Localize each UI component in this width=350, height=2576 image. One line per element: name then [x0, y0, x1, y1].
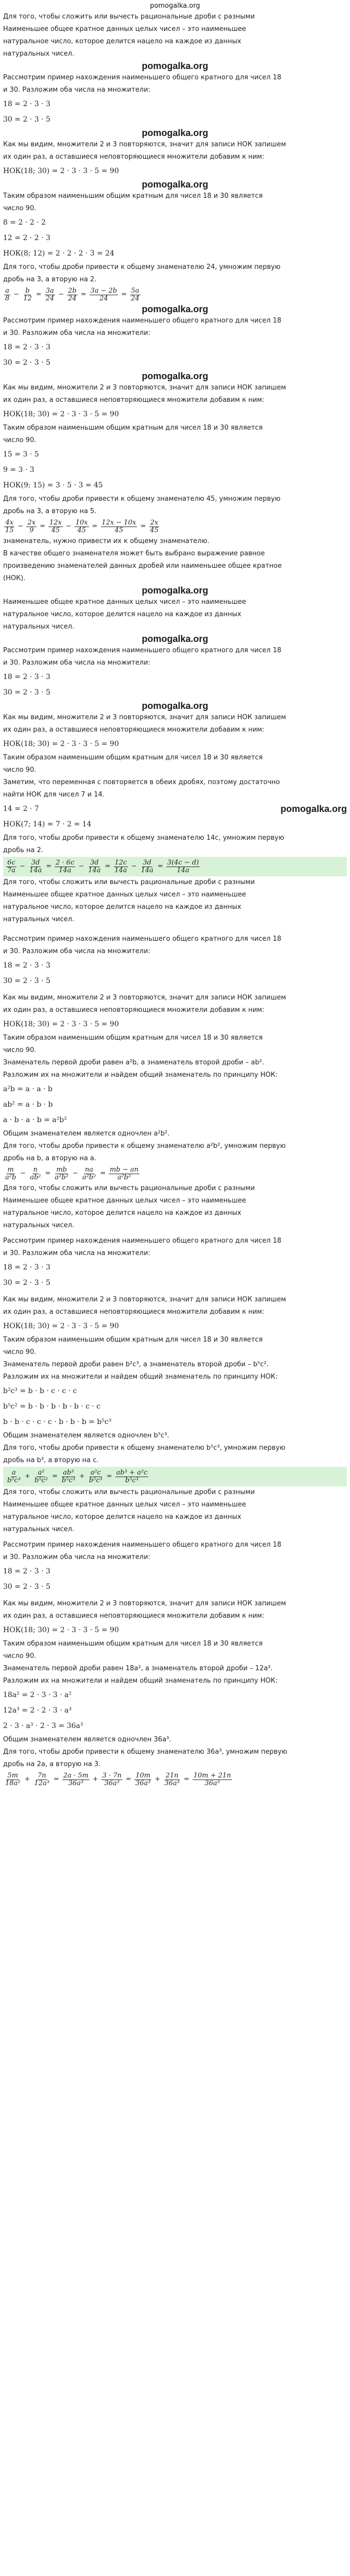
text: Общим знаменателем является одночлен 36a³.	[3, 1736, 171, 1743]
numerator: 6c	[7, 858, 15, 867]
numerator: 5a	[131, 286, 139, 295]
denominator: 9	[29, 526, 34, 534]
text: Разложим их на множители и найдем общий знаменатель по принципу НОК:	[3, 1677, 278, 1685]
watermark: pomogalka.org	[142, 585, 208, 596]
text: найти НОК для чисел 7 и 14.	[3, 791, 105, 799]
denominator: 36a³	[104, 1779, 120, 1787]
operator: −	[20, 862, 25, 870]
section-3	[3, 596, 347, 876]
denominator: 7a	[7, 866, 16, 874]
numerator: 2x	[150, 518, 159, 527]
fraction-equation	[3, 518, 347, 535]
text: натуральных чисел.	[3, 916, 75, 923]
numerator: mb − an	[110, 1165, 139, 1174]
fraction	[90, 287, 118, 302]
numerator: 10x	[75, 518, 88, 527]
operator: =	[104, 862, 111, 870]
watermark: pomogalka.org	[142, 634, 208, 644]
text: натуральных чисел.	[3, 623, 75, 631]
math-line: 8 = 2 · 2 · 2	[3, 218, 46, 227]
fraction	[88, 1469, 103, 1484]
text: Рассмотрим пример нахождения наименьшего общего кратного для чисел 18	[3, 1541, 282, 1549]
denominator: 14a	[59, 866, 72, 874]
fraction	[81, 1166, 97, 1181]
denominator: b²c³	[7, 1476, 21, 1484]
operator: −	[20, 1170, 26, 1177]
text: знаменатель, нужно привести их к общему знаменателю.	[3, 537, 209, 545]
denominator: 12	[23, 294, 32, 302]
math-line: b · b · c · c · c · b · b · b = b⁵c³	[3, 1418, 112, 1426]
denominator: 14a	[177, 866, 189, 874]
fraction	[4, 519, 15, 534]
text: Наименьшее общее кратное данных целых чисел – это наименьшее	[3, 598, 246, 606]
section-4	[3, 876, 347, 1182]
watermark: pomogalka.org	[142, 304, 208, 314]
section-5	[3, 1182, 347, 1486]
denominator: a²b²	[55, 1173, 68, 1181]
section-2	[3, 315, 347, 596]
math-line: 18 = 2 · 3 · 3	[3, 343, 50, 351]
operator: =	[121, 291, 127, 298]
denominator: 14a	[29, 866, 42, 874]
denominator: 24	[99, 294, 108, 302]
text: Для того, чтобы дроби привести к общему знаменателю 24, умножим первую	[3, 263, 281, 271]
fraction	[45, 287, 56, 302]
fraction	[61, 1469, 76, 1484]
numerator: 2a · 5m	[63, 1771, 89, 1780]
text: Для того, чтобы дроби привести к общему знаменателю 36a³, умножим первую	[3, 1748, 288, 1756]
text: натуральных чисел.	[3, 50, 75, 58]
denominator: b⁵c³	[125, 1476, 139, 1484]
math-line: 15 = 3 · 5	[3, 450, 39, 459]
operator: +	[79, 1472, 85, 1480]
numerator: 21n	[165, 1771, 179, 1780]
denominator: 36a³	[204, 1779, 220, 1787]
denominator: 45	[51, 526, 60, 534]
math-line: 18 = 2 · 3 · 3	[3, 100, 50, 108]
fraction	[163, 1772, 181, 1787]
fraction	[22, 287, 33, 302]
fraction	[140, 859, 154, 874]
operator: =	[183, 1775, 189, 1783]
numerator: a	[12, 1468, 16, 1477]
text: Как мы видим, множители 2 и 3 повторяются, значит для записи НОК запишем	[3, 384, 286, 392]
operator: =	[40, 522, 45, 530]
numerator: 10m + 21n	[193, 1771, 231, 1780]
numerator: a²c	[90, 1468, 101, 1477]
fraction-equation	[3, 1771, 347, 1788]
numerator: m	[7, 1165, 14, 1174]
operator: +	[24, 1775, 30, 1783]
math-line: b⁵c² = b · b · b · b · b · c · c	[3, 1402, 101, 1411]
numerator: 12x − 10x	[101, 518, 136, 527]
numerator: 2b	[68, 286, 77, 295]
text: Таким образом наименьшим общим кратным для чисел 18 и 30 является	[3, 192, 263, 200]
fraction	[54, 1166, 69, 1181]
fraction	[101, 519, 137, 534]
fraction	[134, 1772, 152, 1787]
text: Знаменатель первой дроби равен a²b, а знаменатель второй дроби – ab².	[3, 1059, 265, 1066]
denominator: 45	[150, 526, 159, 534]
text: Рассмотрим пример нахождения наименьшего общего кратного для чисел 18	[3, 74, 282, 81]
text: их один раз, а оставшиеся неповторяющиеся множители добавим к ним:	[3, 396, 265, 404]
text: натуральное число, которое делится нацело на каждое из данных	[3, 38, 241, 45]
math-line: НОК(18; 30) = 2 · 3 · 3 · 5 = 90	[3, 410, 119, 418]
operator: −	[131, 862, 137, 870]
text: Знаменатель первой дроби равен 18a², а знаменатель второй дроби – 12a³.	[3, 1665, 273, 1672]
operator: +	[154, 1775, 161, 1783]
denominator: b⁵c²	[34, 1476, 48, 1484]
math-line: 12a³ = 2 · 2 · 3 · a³	[3, 1706, 72, 1715]
denominator: 24	[45, 294, 55, 302]
fraction-equation	[3, 1467, 347, 1486]
numerator: a	[5, 286, 10, 295]
math-line: НОК(18; 30) = 2 · 3 · 3 · 5 = 90	[3, 1626, 119, 1634]
watermark: pomogalka.org	[280, 804, 347, 814]
text: натуральных чисел.	[3, 1222, 75, 1229]
operator: =	[126, 1775, 131, 1783]
text: Знаменатель первой дроби равен b²c³, а знаменатель второй дроби – b⁵c².	[3, 1361, 269, 1368]
text: Рассмотрим пример нахождения наименьшего общего кратного для чисел 18	[3, 935, 282, 943]
text: Для того, чтобы сложить или вычесть рациональные дроби с разными	[3, 13, 255, 21]
operator: +	[92, 1775, 98, 1783]
text: натуральное число, которое делится нацело на каждое из данных	[3, 611, 241, 618]
text: и 30. Разложим оба числа на множители:	[3, 1553, 150, 1561]
denominator: 8	[5, 294, 10, 302]
text: их один раз, а оставшиеся неповторяющиеся множители добавим к ним:	[3, 1308, 265, 1316]
fraction	[6, 859, 16, 874]
text: дробь на 2.	[3, 846, 44, 854]
operator: =	[140, 522, 146, 530]
math-line: 12 = 2 · 2 · 3	[3, 234, 50, 242]
fraction	[33, 1469, 49, 1484]
fraction	[55, 859, 75, 874]
text: дробь на b, а вторую на a.	[3, 1155, 97, 1162]
math-line: 30 = 2 · 3 · 5	[3, 977, 50, 985]
denominator: 14a	[141, 866, 153, 874]
operator: =	[100, 1170, 106, 1177]
text: Разложим их на множители и найдем общий знаменатель по принципу НОК:	[3, 1071, 278, 1079]
operator: −	[58, 291, 64, 298]
site-header[interactable]: pomogalka.org	[150, 2, 200, 10]
operator: =	[36, 291, 42, 298]
math-line: 14 = 2 · 7	[3, 805, 39, 813]
text: Таким образом наименьшим общим кратным для чисел 18 и 30 является	[3, 754, 263, 761]
math-line: 30 = 2 · 3 · 5	[3, 688, 50, 697]
text: Как мы видим, множители 2 и 3 повторяются, значит для записи НОК запишем	[3, 1296, 286, 1303]
numerator: 3d	[31, 858, 40, 867]
text: дробь на b³, а вторую на c.	[3, 1456, 99, 1464]
text: дробь на 2a, а вторую на 3.	[3, 1760, 101, 1768]
numerator: 2 · 6c	[56, 858, 75, 867]
text: Для того, чтобы дроби привести к общему знаменателю 45, умножим первую	[3, 495, 281, 503]
text: Таким образом наименьшим общим кратным для чисел 18 и 30 является	[3, 1336, 263, 1344]
math-line: 18 = 2 · 3 · 3	[3, 673, 50, 681]
denominator: 45	[114, 526, 124, 534]
operator: −	[18, 522, 24, 530]
text: Рассмотрим пример нахождения наименьшего общего кратного для чисел 18	[3, 1237, 282, 1245]
text: и 30. Разложим оба числа на множители:	[3, 86, 150, 94]
text: Наименьшее общее кратное данных целых чисел – это наименьшее	[3, 891, 246, 899]
text: натуральных чисел.	[3, 1526, 75, 1533]
watermark: pomogalka.org	[142, 179, 208, 190]
denominator: b⁵c³	[89, 1476, 102, 1484]
fraction	[29, 1166, 42, 1181]
fraction	[67, 287, 78, 302]
text: дробь на 3, а вторую на 2.	[3, 276, 97, 283]
denominator: 24	[68, 294, 77, 302]
text: Заметим, что переменная c повторяется в обеих дробях, поэтому достаточно	[3, 778, 280, 786]
text: их один раз, а оставшиеся неповторяющиеся множители добавим к ним:	[3, 726, 265, 734]
math-line: 2 · 3 · a³ · 2 · 3 = 36a³	[3, 1722, 83, 1730]
denominator: ab²	[30, 1173, 41, 1181]
watermark: pomogalka.org	[142, 701, 208, 711]
text: натуральное число, которое делится нацело на каждое из данных	[3, 1513, 241, 1521]
numerator: 12x	[49, 518, 62, 527]
fraction	[115, 1469, 149, 1484]
numerator: 3(4c − d)	[167, 858, 199, 867]
math-line: a · b · a · b = a²b²	[3, 1116, 67, 1124]
text: число 90.	[3, 205, 37, 212]
math-line: НОК(18; 30) = 2 · 3 · 3 · 5 = 90	[3, 1020, 119, 1028]
math-line: 30 = 2 · 3 · 5	[3, 1279, 50, 1287]
math-line: 18 = 2 · 3 · 3	[3, 1263, 50, 1272]
math-line: 18 = 2 · 3 · 3	[3, 1567, 50, 1575]
operator: =	[46, 862, 52, 870]
text: Для того, чтобы сложить или вычесть рациональные дроби с разными	[3, 878, 255, 886]
denominator: b⁵c³	[61, 1476, 75, 1484]
math-line: НОК(9; 15) = 3 · 5 · 3 = 45	[3, 481, 103, 489]
text: Для того, чтобы дроби привести к общему знаменателю a²b², умножим первую	[3, 1142, 286, 1150]
math-line: 30 = 2 · 3 · 5	[3, 359, 50, 367]
numerator: 3d	[143, 858, 152, 867]
fraction	[130, 287, 141, 302]
operator: −	[65, 522, 72, 530]
text: Для того, чтобы дроби привести к общему знаменателю b⁵c³, умножим первую	[3, 1444, 286, 1452]
math-line: b²c³ = b · b · c · c · c	[3, 1387, 77, 1395]
text: их один раз, а оставшиеся неповторяющиеся множители добавим к ним:	[3, 1612, 265, 1620]
operator: =	[106, 1472, 112, 1480]
numerator: n	[33, 1165, 38, 1174]
text: Наименьшее общее кратное данных целых чисел – это наименьшее	[3, 25, 246, 33]
math-line: a²b = a · a · b	[3, 1085, 52, 1093]
section-6	[3, 1486, 347, 1788]
fraction	[4, 1772, 22, 1787]
fraction	[48, 519, 63, 534]
numerator: 4x	[5, 518, 14, 527]
text: число 90.	[3, 436, 37, 444]
text: Для того, чтобы дроби привести к общему знаменателю 14c, умножим первую	[3, 834, 285, 842]
fraction	[4, 1166, 17, 1181]
operator: =	[157, 862, 163, 870]
text: В качестве общего знаменателя может быть выбрано выражение равное	[3, 550, 265, 557]
text: Разложим их на множители и найдем общий знаменатель по принципу НОК:	[3, 1373, 278, 1381]
watermark: pomogalka.org	[142, 128, 208, 138]
numerator: 2x	[27, 518, 36, 527]
denominator: 24	[131, 294, 139, 302]
numerator: 10m	[135, 1771, 151, 1780]
text: Для того, чтобы сложить или вычесть рациональные дроби с разными	[3, 1184, 255, 1192]
fraction	[101, 1772, 122, 1787]
fraction-equation	[3, 857, 347, 876]
numerator: ab³ + a²c	[116, 1468, 148, 1477]
text: Наименьшее общее кратное данных целых чисел – это наименьшее	[3, 1501, 246, 1509]
math-line: НОК(18; 30) = 2 · 3 · 3 · 5 = 90	[3, 167, 119, 175]
text: и 30. Разложим оба числа на множители:	[3, 947, 150, 955]
text: произведению знаменателей данных дробей или наименьшее общее кратное	[3, 562, 282, 570]
text: Рассмотрим пример нахождения наименьшего общего кратного для чисел 18	[3, 317, 282, 325]
numerator: 12c	[114, 858, 127, 867]
math-line: 30 = 2 · 3 · 5	[3, 1583, 50, 1591]
numerator: 5m	[7, 1771, 19, 1780]
text: (НОК).	[3, 574, 26, 582]
text: Как мы видим, множители 2 и 3 повторяются, значит для записи НОК запишем	[3, 994, 286, 1002]
operator: =	[80, 291, 86, 298]
text: Общим знаменателем является одночлен b⁵c³.	[3, 1432, 169, 1439]
numerator: ab³	[63, 1468, 74, 1477]
numerator: mb	[56, 1165, 67, 1174]
numerator: 7n	[37, 1771, 46, 1780]
math-line: НОК(18; 30) = 2 · 3 · 3 · 5 = 90	[3, 1322, 119, 1330]
numerator: 3d	[90, 858, 99, 867]
denominator: 18a²	[5, 1779, 21, 1787]
fraction	[87, 859, 101, 874]
text: Как мы видим, множители 2 и 3 повторяются, значит для записи НОК запишем	[3, 714, 286, 721]
text: Рассмотрим пример нахождения наименьшего общего кратного для чисел 18	[3, 647, 282, 654]
text: и 30. Разложим оба числа на множители:	[3, 659, 150, 667]
math-line: 18 = 2 · 3 · 3	[3, 961, 50, 970]
text: Как мы видим, множители 2 и 3 повторяются, значит для записи НОК запишем	[3, 1600, 286, 1607]
text: Таким образом наименьшим общим кратным для чисел 18 и 30 является	[3, 1640, 263, 1648]
math-line: НОК(7; 14) = 7 · 2 = 14	[3, 820, 92, 828]
math-line: НОК(8; 12) = 2 · 2 · 2 · 3 = 24	[3, 249, 115, 258]
fraction	[6, 1469, 22, 1484]
text: Для того, чтобы сложить или вычесть рациональные дроби с разными	[3, 1488, 255, 1496]
text: число 90.	[3, 766, 37, 774]
text: число 90.	[3, 1046, 37, 1054]
denominator: 14a	[88, 866, 101, 874]
text: Наименьшее общее кратное данных целых чисел – это наименьшее	[3, 1197, 246, 1205]
denominator: 45	[77, 526, 86, 534]
denominator: 36a³	[135, 1779, 151, 1787]
math-line: 30 = 2 · 3 · 5	[3, 115, 50, 124]
operator: =	[92, 522, 98, 530]
math-line: НОК(18; 30) = 2 · 3 · 3 · 5 = 90	[3, 740, 119, 748]
section-1	[3, 11, 347, 315]
text: и 30. Разложим оба числа на множители:	[3, 329, 150, 337]
text: число 90.	[3, 1348, 37, 1356]
denominator: a²b²	[117, 1173, 131, 1181]
operator: =	[51, 1472, 58, 1480]
watermark: pomogalka.org	[142, 371, 208, 381]
operator: −	[13, 291, 20, 298]
text: число 90.	[3, 1652, 37, 1660]
fraction	[109, 1166, 139, 1181]
fraction	[75, 519, 89, 534]
operator: =	[45, 1170, 51, 1177]
fraction-equation	[3, 1165, 347, 1182]
numerator: b	[25, 286, 30, 295]
text: Таким образом наименьшим общим кратным для чисел 18 и 30 является	[3, 424, 263, 432]
math-line: ab² = a · b · b	[3, 1100, 53, 1109]
fraction	[192, 1772, 232, 1787]
numerator: 3a − 2b	[90, 286, 117, 295]
text: их один раз, а оставшиеся неповторяющиеся множители добавим к ним:	[3, 1006, 265, 1014]
text: Общим знаменателем является одночлен a²b².	[3, 1130, 170, 1138]
denominator: 12a³	[34, 1779, 49, 1787]
numerator: na	[85, 1165, 94, 1174]
denominator: a²b²	[82, 1173, 96, 1181]
fraction	[149, 519, 160, 534]
fraction	[62, 1772, 90, 1787]
denominator: 14a	[114, 866, 127, 874]
fraction	[4, 287, 10, 302]
operator: =	[53, 1775, 59, 1783]
text: натуральное число, которое делится нацело на каждое из данных	[3, 903, 241, 911]
fraction	[113, 859, 128, 874]
fraction	[166, 859, 200, 874]
numerator: a²	[38, 1468, 45, 1477]
denominator: 36a³	[164, 1779, 180, 1787]
operator: −	[72, 1170, 78, 1177]
operator: −	[78, 862, 84, 870]
text: Таким образом наименьшим общим кратным для чисел 18 и 30 является	[3, 1034, 263, 1042]
fraction	[26, 519, 37, 534]
math-line: 9 = 3 · 3	[3, 466, 34, 474]
watermark: pomogalka.org	[142, 61, 208, 71]
text: дробь на 3, а вторую на 5.	[3, 507, 97, 515]
denominator: 36a³	[68, 1779, 84, 1787]
fraction	[28, 859, 43, 874]
numerator: 3a	[45, 286, 54, 295]
operator: +	[25, 1472, 30, 1480]
text: их один раз, а оставшиеся неповторяющиеся множители добавим к ним:	[3, 153, 265, 161]
numerator: 3 · 7n	[102, 1771, 122, 1780]
text: и 30. Разложим оба числа на множители:	[3, 1249, 150, 1257]
text: Как мы видим, множители 2 и 3 повторяются, значит для записи НОК запишем	[3, 141, 286, 148]
fraction-equation	[3, 286, 347, 303]
math-line: 18a² = 2 · 3 · 3 · a²	[3, 1691, 72, 1699]
text: натуральное число, которое делится нацело на каждое из данных	[3, 1209, 241, 1217]
denominator: 15	[5, 526, 14, 534]
fraction	[33, 1772, 50, 1787]
denominator: a²b	[5, 1173, 16, 1181]
